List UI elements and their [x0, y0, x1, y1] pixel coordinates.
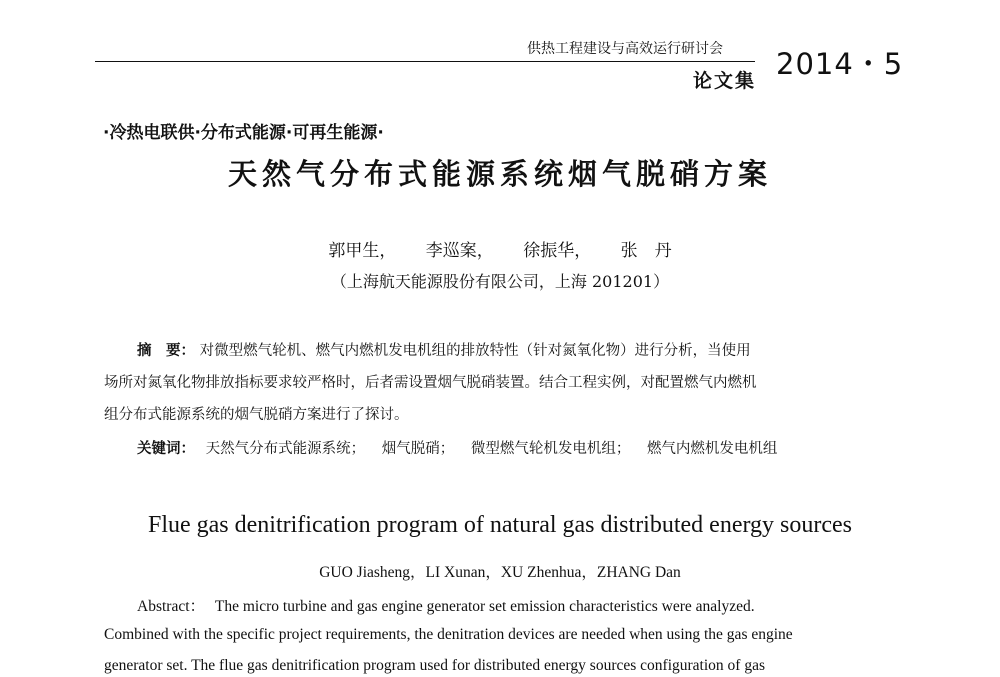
abstract-cn-label: 摘 要： [137, 343, 195, 359]
keyword: 微型燃气轮机发电机组； [470, 441, 631, 457]
header-rule [95, 61, 755, 62]
abstract-en-line: generator set. The flue gas denitrification program used for distributed energy sources configuration of gas [104, 657, 765, 674]
abstract-cn-text: 对微型燃气轮机、燃气内燃机发电机组的排放特性（针对氮氧化物）进行分析，当使用 [199, 343, 751, 359]
keyword: 烟气脱硝； [381, 441, 455, 457]
proceedings-label: 论文集 [693, 70, 757, 92]
paper-title-cn: 天然气分布式能源系统烟气脱硝方案 [227, 157, 772, 191]
abstract-en-line [137, 594, 755, 616]
header-date: 2014・5 [776, 47, 904, 81]
conference-name: 供热工程建设与高效运行研讨会 [527, 41, 723, 57]
section-tag: ·冷热电联供·分布式能源·可再生能源· [103, 123, 384, 143]
authors-cn [0, 236, 1000, 261]
abstract-cn-line: 场所对氮氧化物排放指标要求较严格时，后者需设置烟气脱硝装置。结合工程实例，对配置燃气内燃机 [104, 375, 757, 391]
abstract-en-line: Combined with the specific project requirements, the denitration devices are needed when using the gas engine [104, 626, 793, 643]
keywords-cn-label: 关键词： [137, 441, 195, 457]
affiliation-cn: （上海航天能源股份有限公司，上海 201201） [330, 272, 670, 291]
authors-en: GUO Jiasheng，LI Xunan，XU Zhenhua，ZHANG Dan [319, 564, 681, 581]
paper-title-en: Flue gas denitrification program of natural gas distributed energy sources [147, 512, 853, 538]
abstract-cn-line [137, 339, 751, 360]
author-cn: 徐振华， [523, 241, 592, 261]
keywords-cn [137, 437, 777, 458]
abstract-en-text: The micro turbine and gas engine generator set emission characteristics were analyzed. [214, 598, 755, 615]
author-cn: 李巡案， [425, 241, 494, 261]
keyword: 天然气分布式能源系统； [205, 441, 366, 457]
abstract-en-label: Abstract： [137, 598, 206, 615]
author-cn: 张 丹 [620, 241, 672, 261]
abstract-cn-line: 组分布式能源系统的烟气脱硝方案进行了探讨。 [104, 407, 409, 423]
author-cn: 郭甲生， [328, 241, 397, 261]
keyword: 燃气内燃机发电机组 [646, 441, 778, 457]
